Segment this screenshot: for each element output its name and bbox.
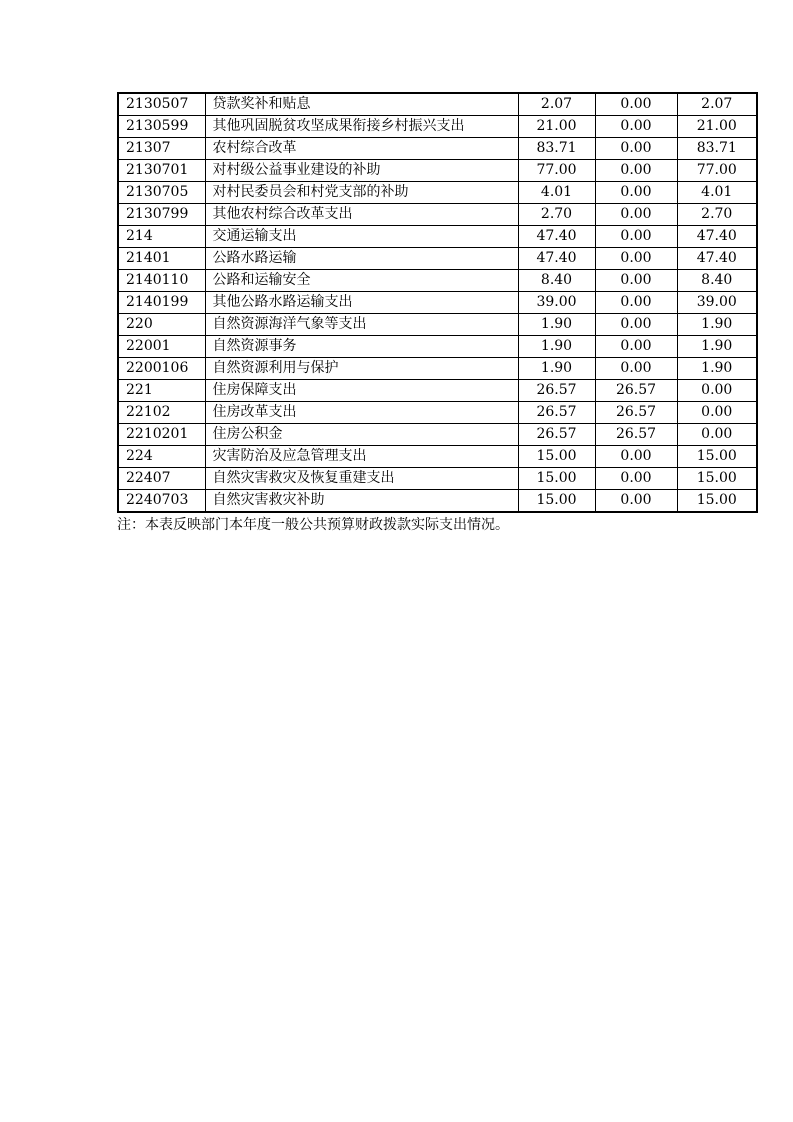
row-code: 2140110 <box>118 270 205 292</box>
row-amount-1: 15.00 <box>518 468 595 490</box>
row-code: 2130507 <box>118 93 205 116</box>
row-amount-3: 0.00 <box>677 424 757 446</box>
table-body <box>118 93 757 512</box>
row-name: 自然灾害救灾补助 <box>205 490 518 513</box>
row-amount-2: 26.57 <box>595 380 677 402</box>
row-amount-1: 26.57 <box>518 424 595 446</box>
row-amount-1: 21.00 <box>518 116 595 138</box>
row-amount-3: 8.40 <box>677 270 757 292</box>
row-amount-2: 0.00 <box>595 116 677 138</box>
row-amount-2: 0.00 <box>595 93 677 116</box>
row-amount-1: 1.90 <box>518 358 595 380</box>
row-name: 自然资源事务 <box>205 336 518 358</box>
row-amount-2: 0.00 <box>595 336 677 358</box>
row-amount-3: 83.71 <box>677 138 757 160</box>
row-amount-2: 0.00 <box>595 490 677 513</box>
table-row <box>118 204 757 226</box>
row-name: 自然资源海洋气象等支出 <box>205 314 518 336</box>
row-code: 2130799 <box>118 204 205 226</box>
table-row <box>118 248 757 270</box>
row-amount-3: 2.07 <box>677 93 757 116</box>
row-amount-3: 15.00 <box>677 446 757 468</box>
row-code: 22102 <box>118 402 205 424</box>
row-name: 住房改革支出 <box>205 402 518 424</box>
row-amount-2: 26.57 <box>595 424 677 446</box>
row-code: 2210201 <box>118 424 205 446</box>
row-amount-3: 77.00 <box>677 160 757 182</box>
row-code: 2200106 <box>118 358 205 380</box>
row-amount-3: 39.00 <box>677 292 757 314</box>
row-amount-3: 1.90 <box>677 336 757 358</box>
table-row <box>118 270 757 292</box>
row-amount-3: 21.00 <box>677 116 757 138</box>
row-amount-1: 8.40 <box>518 270 595 292</box>
row-amount-3: 1.90 <box>677 314 757 336</box>
row-name: 贷款奖补和贴息 <box>205 93 518 116</box>
row-code: 2130599 <box>118 116 205 138</box>
row-amount-3: 4.01 <box>677 182 757 204</box>
row-name: 对村级公益事业建设的补助 <box>205 160 518 182</box>
row-amount-2: 0.00 <box>595 138 677 160</box>
row-amount-2: 0.00 <box>595 226 677 248</box>
table-row <box>118 468 757 490</box>
table-row <box>118 292 757 314</box>
row-amount-2: 0.00 <box>595 160 677 182</box>
row-amount-3: 1.90 <box>677 358 757 380</box>
row-name: 对村民委员会和村党支部的补助 <box>205 182 518 204</box>
row-amount-2: 0.00 <box>595 270 677 292</box>
row-amount-1: 4.01 <box>518 182 595 204</box>
table-row <box>118 424 757 446</box>
row-amount-1: 47.40 <box>518 248 595 270</box>
row-amount-1: 39.00 <box>518 292 595 314</box>
table-row <box>118 358 757 380</box>
row-amount-2: 0.00 <box>595 314 677 336</box>
row-amount-2: 0.00 <box>595 358 677 380</box>
row-code: 22001 <box>118 336 205 358</box>
row-name: 农村综合改革 <box>205 138 518 160</box>
row-name: 住房公积金 <box>205 424 518 446</box>
row-code: 214 <box>118 226 205 248</box>
row-name: 公路和运输安全 <box>205 270 518 292</box>
row-amount-1: 1.90 <box>518 314 595 336</box>
row-code: 21401 <box>118 248 205 270</box>
table-row <box>118 446 757 468</box>
row-amount-1: 2.07 <box>518 93 595 116</box>
row-name: 公路水路运输 <box>205 248 518 270</box>
row-name: 住房保障支出 <box>205 380 518 402</box>
row-name: 其他巩固脱贫攻坚成果衔接乡村振兴支出 <box>205 116 518 138</box>
row-name: 自然资源利用与保护 <box>205 358 518 380</box>
row-amount-2: 0.00 <box>595 446 677 468</box>
row-code: 224 <box>118 446 205 468</box>
row-code: 21307 <box>118 138 205 160</box>
row-name: 其他农村综合改革支出 <box>205 204 518 226</box>
row-amount-1: 26.57 <box>518 380 595 402</box>
row-amount-1: 26.57 <box>518 402 595 424</box>
row-amount-1: 47.40 <box>518 226 595 248</box>
row-amount-2: 0.00 <box>595 248 677 270</box>
table-row <box>118 116 757 138</box>
row-name: 交通运输支出 <box>205 226 518 248</box>
row-amount-2: 26.57 <box>595 402 677 424</box>
table-footnote: 注：本表反映部门本年度一般公共预算财政拨款实际支出情况。 <box>117 517 509 533</box>
row-code: 2240703 <box>118 490 205 513</box>
row-name: 其他公路水路运输支出 <box>205 292 518 314</box>
row-amount-2: 0.00 <box>595 468 677 490</box>
row-amount-3: 47.40 <box>677 248 757 270</box>
table-row <box>118 380 757 402</box>
row-amount-3: 47.40 <box>677 226 757 248</box>
row-amount-3: 15.00 <box>677 490 757 513</box>
row-amount-3: 0.00 <box>677 380 757 402</box>
row-amount-1: 15.00 <box>518 446 595 468</box>
table-row <box>118 226 757 248</box>
row-amount-3: 0.00 <box>677 402 757 424</box>
row-code: 2130705 <box>118 182 205 204</box>
row-code: 22407 <box>118 468 205 490</box>
row-amount-1: 15.00 <box>518 490 595 513</box>
budget-expenditure-table <box>117 92 758 513</box>
table-row <box>118 314 757 336</box>
row-amount-3: 15.00 <box>677 468 757 490</box>
row-amount-1: 1.90 <box>518 336 595 358</box>
row-amount-2: 0.00 <box>595 292 677 314</box>
row-code: 221 <box>118 380 205 402</box>
table-row <box>118 138 757 160</box>
row-amount-3: 2.70 <box>677 204 757 226</box>
table-row <box>118 93 757 116</box>
row-amount-1: 83.71 <box>518 138 595 160</box>
table-row <box>118 160 757 182</box>
row-name: 灾害防治及应急管理支出 <box>205 446 518 468</box>
table-row <box>118 402 757 424</box>
row-code: 2140199 <box>118 292 205 314</box>
row-code: 2130701 <box>118 160 205 182</box>
row-code: 220 <box>118 314 205 336</box>
table-row <box>118 182 757 204</box>
row-amount-1: 77.00 <box>518 160 595 182</box>
row-amount-2: 0.00 <box>595 204 677 226</box>
row-name: 自然灾害救灾及恢复重建支出 <box>205 468 518 490</box>
row-amount-1: 2.70 <box>518 204 595 226</box>
row-amount-2: 0.00 <box>595 182 677 204</box>
table-row <box>118 336 757 358</box>
table-row <box>118 490 757 513</box>
